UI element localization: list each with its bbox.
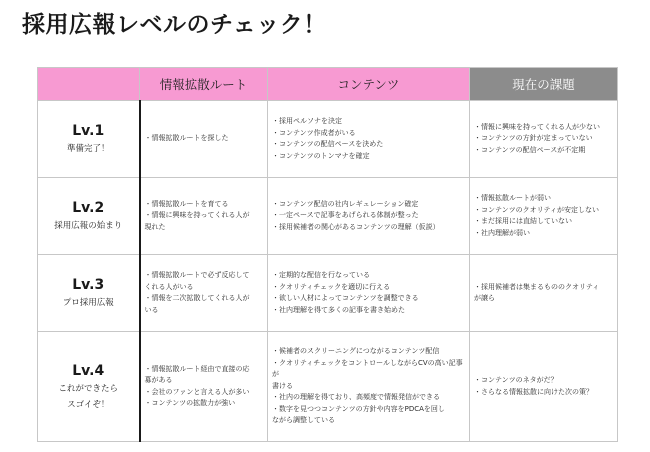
list-item: ・情報拡散ルートを育てる bbox=[144, 199, 229, 208]
route-cell bbox=[140, 255, 268, 332]
route-list bbox=[141, 197, 268, 236]
table-row bbox=[38, 101, 618, 178]
header-route: 情報拡散ルート bbox=[140, 68, 268, 101]
list-item: ・情報拡散ルートで必ず反応して bbox=[144, 271, 250, 279]
route-cell bbox=[140, 101, 268, 178]
issues-list bbox=[470, 191, 617, 241]
list-item: 書ける bbox=[272, 381, 293, 390]
list-item: が譲ら bbox=[474, 294, 495, 302]
level-caption: これができたら bbox=[58, 383, 118, 394]
route-cell bbox=[140, 332, 268, 442]
issues-list bbox=[470, 373, 617, 400]
list-item: ・情報拡散ルート経由で直接の応 bbox=[144, 364, 250, 373]
level-label: Lv.1 bbox=[72, 123, 105, 139]
list-item: ・一定ペースで記事をあげられる体制が整った bbox=[272, 211, 419, 220]
list-item: ・社内理解を得て多くの記事を書き始めた bbox=[272, 305, 405, 314]
list-item: ・コンテンツのトンマナを確定 bbox=[272, 151, 370, 160]
list-item: ながら調整している bbox=[272, 416, 335, 425]
list-item: ・採用ペルソナを決定 bbox=[272, 117, 342, 125]
route-list bbox=[141, 362, 268, 412]
list-item: 現れた bbox=[144, 222, 166, 231]
list-item: ・情報に興味を持ってくれる人が bbox=[144, 211, 250, 220]
contents-list bbox=[268, 268, 469, 318]
header-corner-cell bbox=[38, 68, 140, 101]
table-header-row bbox=[38, 68, 618, 101]
list-item: ・社内の理解を得ており、高頻度で情報発信ができる bbox=[272, 393, 440, 402]
level-caption: スゴイぞ！ bbox=[67, 399, 110, 410]
list-item: ・会社のファンと言える人が多い bbox=[144, 387, 250, 396]
contents-cell bbox=[268, 178, 470, 255]
list-item: くれる人がいる bbox=[144, 282, 194, 291]
contents-cell bbox=[268, 255, 470, 332]
header-issues: 現在の課題 bbox=[470, 68, 618, 101]
contents-list bbox=[268, 344, 469, 429]
list-item: ・コンテンツの配信ペースを決めた bbox=[272, 140, 384, 148]
contents-list bbox=[268, 114, 469, 164]
page-title: 採用広報レベルのチェック！ bbox=[22, 12, 327, 38]
header-contents: コンテンツ bbox=[268, 68, 470, 101]
issues-cell bbox=[470, 178, 618, 255]
table-row bbox=[38, 332, 618, 442]
table-row bbox=[38, 255, 618, 332]
list-item: ・社内理解が弱い bbox=[474, 228, 530, 237]
level-caption: 採用広報の始まり bbox=[54, 221, 123, 231]
list-item: ・コンテンツの配信ペースが不定期 bbox=[474, 145, 586, 154]
level-check-table bbox=[37, 67, 618, 442]
level-cell bbox=[38, 332, 140, 442]
list-item: ・コンテンツのクオリティが安定しない bbox=[474, 205, 599, 214]
level-label: Lv.2 bbox=[72, 200, 105, 216]
list-item: ・採用候補者の関心があるコンテンツの理解（仮説） bbox=[272, 222, 440, 231]
list-item: ・コンテンツの方針が定まっていない bbox=[474, 134, 593, 143]
issues-cell bbox=[470, 101, 618, 178]
list-item: ・クオリティチェックを適切に行える bbox=[272, 282, 391, 291]
contents-list bbox=[268, 197, 469, 236]
list-item: ・コンテンツ配信の社内レギュレーション確定 bbox=[272, 199, 419, 208]
level-caption: プロ採用広報 bbox=[62, 298, 114, 308]
list-item: ・定期的な配信を行なっている bbox=[272, 271, 370, 279]
issues-cell bbox=[470, 255, 618, 332]
list-item: ・採用候補者は集まるもののクオリティ bbox=[474, 282, 600, 291]
list-item: いる bbox=[144, 305, 159, 314]
issues-list bbox=[470, 280, 617, 307]
issues-list bbox=[470, 120, 617, 159]
list-item: ・まだ採用には直結していない bbox=[474, 217, 572, 225]
list-item: ・情報拡散ルートが弱い bbox=[474, 194, 551, 202]
list-item: ・コンテンツ作成者がいる bbox=[272, 128, 356, 137]
table-row bbox=[38, 178, 618, 255]
list-item: ・情報拡散ルートを探した bbox=[144, 134, 229, 143]
level-label: Lv.4 bbox=[72, 362, 105, 379]
level-cell bbox=[38, 255, 140, 332]
list-item: ・クオリティチェックをコントロールしながらCVの高い記事が bbox=[272, 358, 463, 379]
route-list bbox=[141, 131, 268, 147]
list-item: ・さらなる情報拡散に向けた次の策？ bbox=[474, 387, 593, 396]
list-item: ・候補者のスクリーニングにつながるコンテンツ配信 bbox=[272, 347, 440, 356]
issues-cell bbox=[470, 332, 618, 442]
list-item: ・情報を二次拡散してくれる人が bbox=[144, 294, 250, 302]
list-item: ・欲しい人材によってコンテンツを調整できる bbox=[272, 294, 419, 302]
list-item: ・コンテンツのネタがだ？ bbox=[474, 376, 558, 384]
level-cell bbox=[38, 101, 140, 178]
route-list bbox=[141, 268, 268, 318]
contents-cell bbox=[268, 101, 470, 178]
contents-cell bbox=[268, 332, 470, 442]
list-item: ・数字を見つつコンテンツの方針や内容をPDCAを回し bbox=[272, 404, 445, 413]
list-item: ・コンテンツの拡散力が強い bbox=[144, 399, 236, 407]
level-caption: 準備完了！ bbox=[66, 144, 110, 154]
level-cell bbox=[38, 178, 140, 255]
route-cell bbox=[140, 178, 268, 255]
level-label: Lv.3 bbox=[72, 277, 105, 293]
list-item: ・情報に興味を持ってくれる人が少ない bbox=[474, 122, 600, 131]
list-item: 募がある bbox=[144, 376, 173, 384]
